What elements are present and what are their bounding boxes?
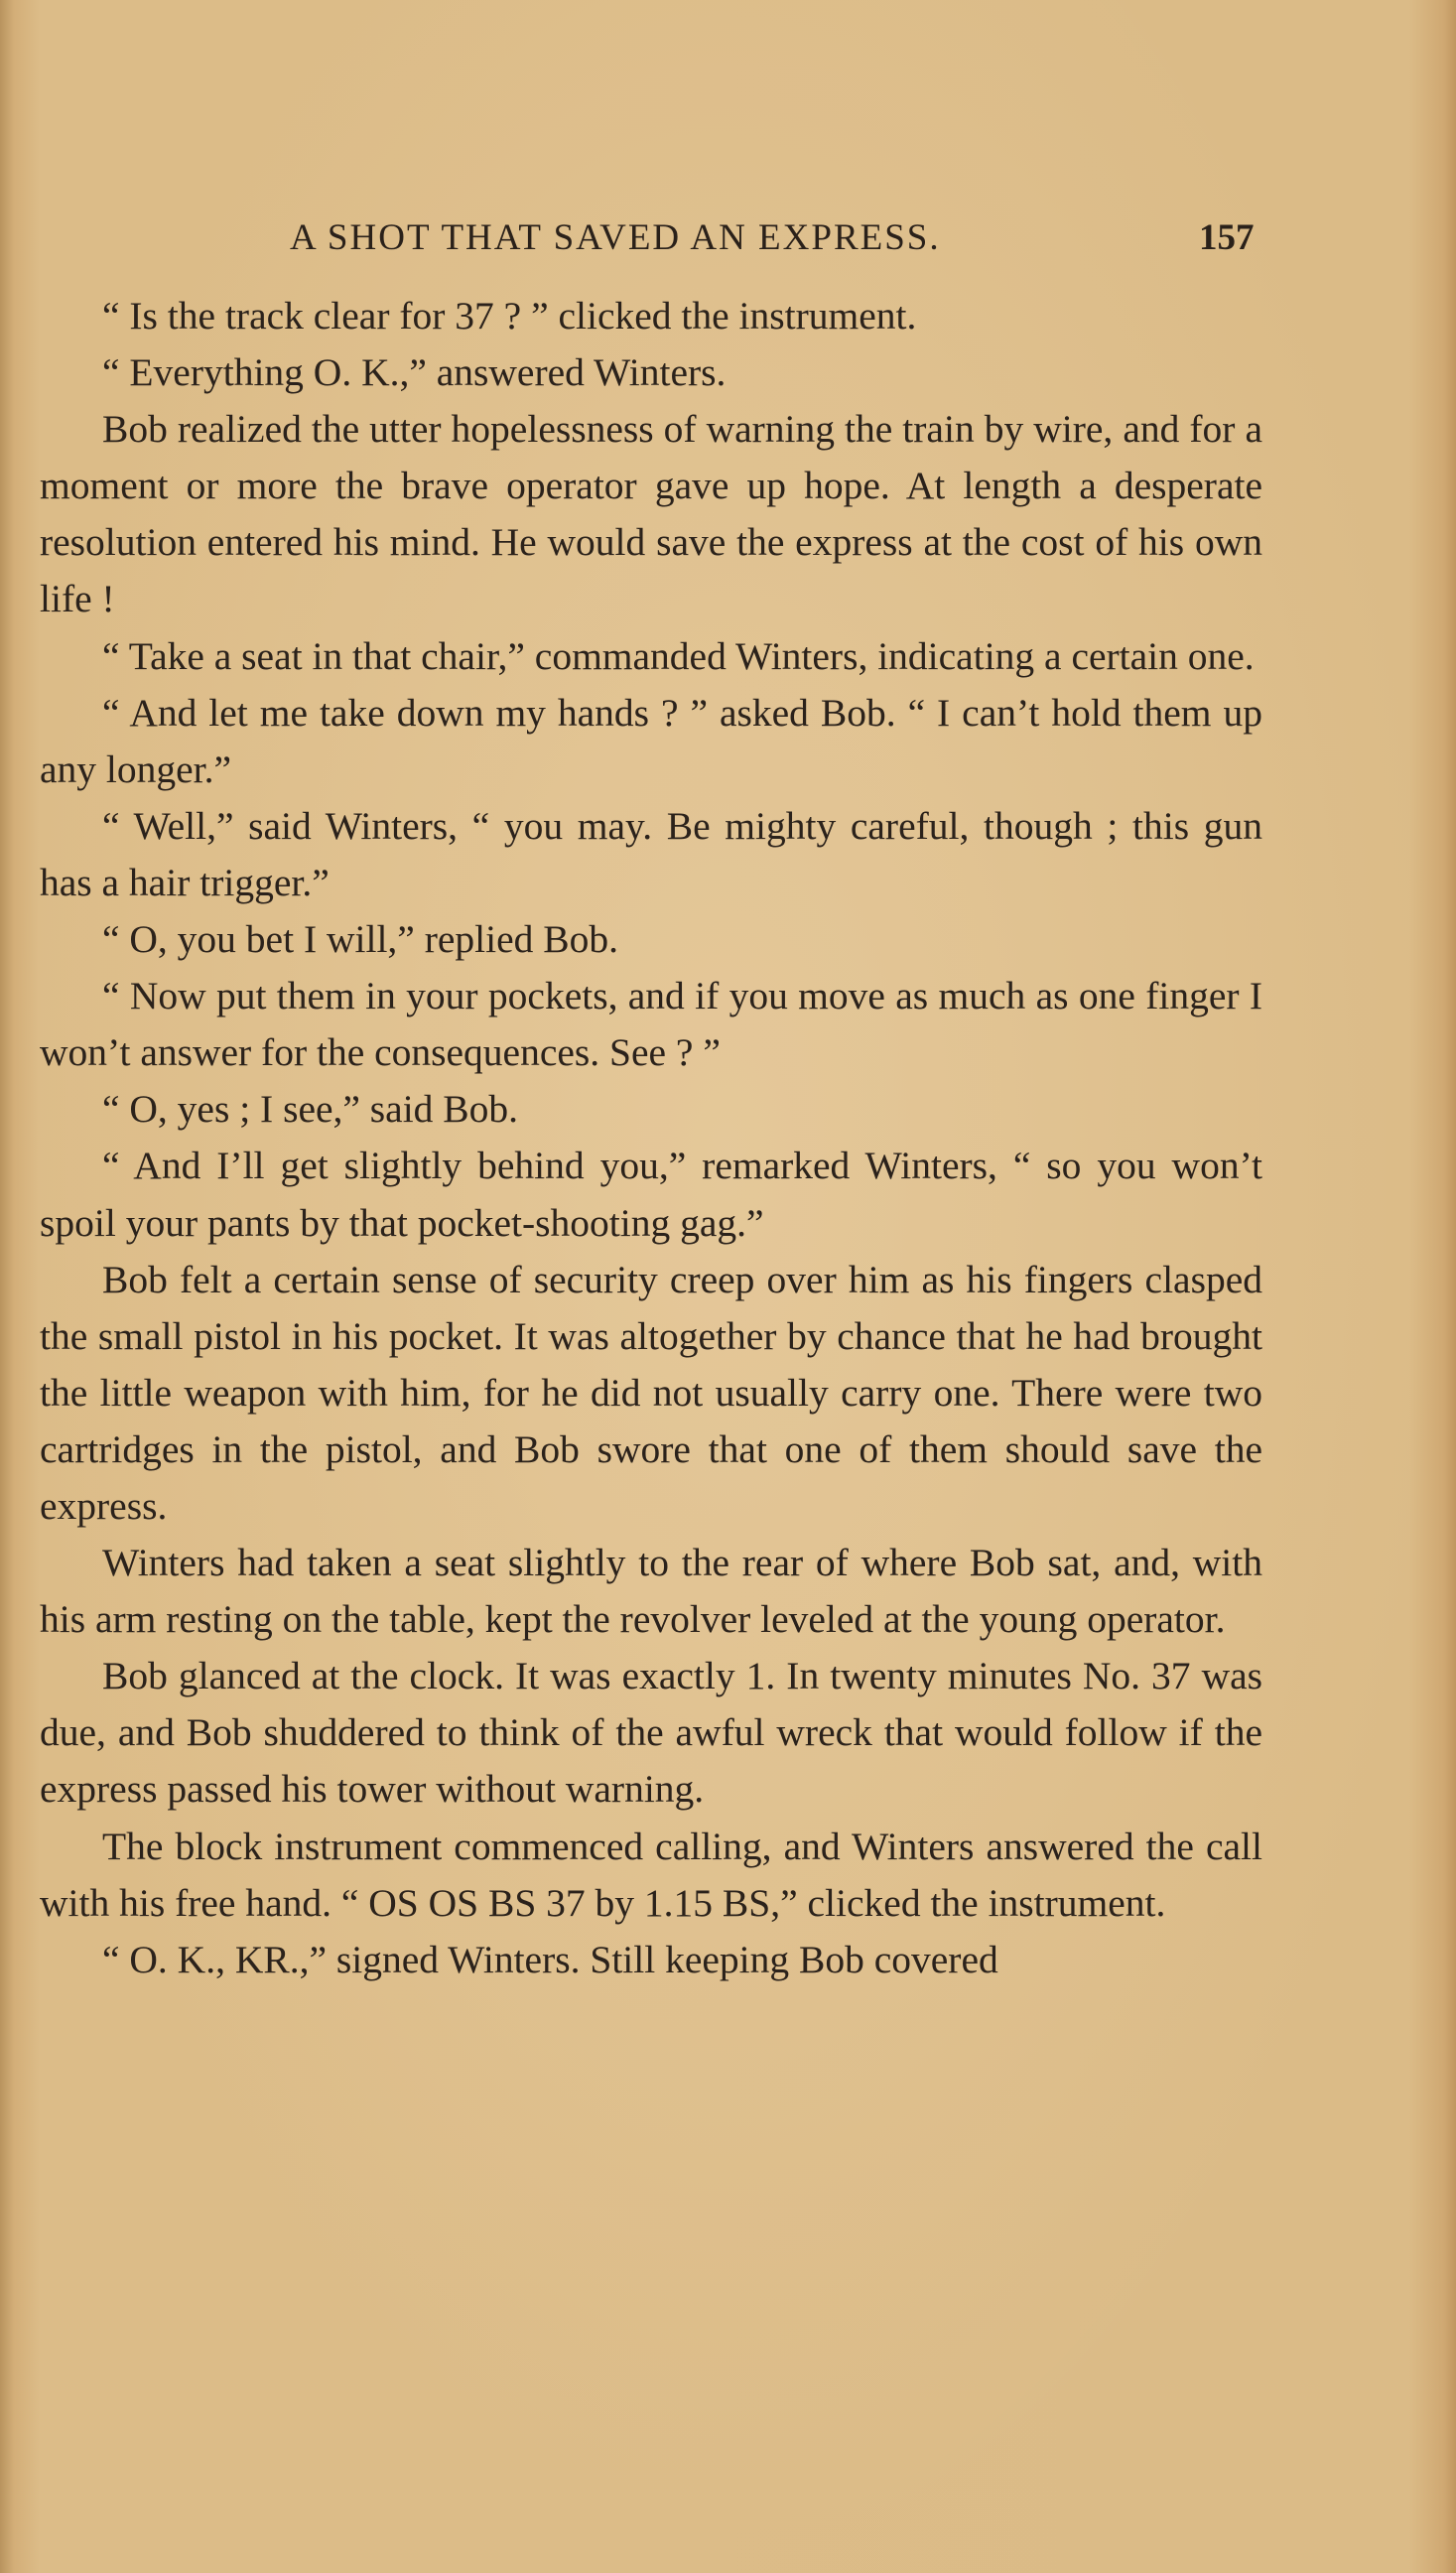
paragraph: “ O, yes ; I see,” said Bob. — [102, 1087, 519, 1132]
paragraph: “ O, you bet I will,” replied Bob. — [102, 917, 618, 962]
paragraph: Bob realized the utter hopelessness of warning the train by wire, and for a moment or more the brave operator gave up hope. At length a desperate resolution entered his mind. He would save the express at the cost of his own life ! — [40, 407, 1262, 621]
paragraph: “ Take a seat in that chair,” commanded Winters, indicating a certain one. — [102, 633, 1255, 678]
paragraph: “ Is the track clear for 37 ? ” clicked the instrument. — [102, 294, 917, 338]
paragraph: “ And let me take down my hands ? ” asked Bob. “ I can’t hold them up any longer.” — [40, 690, 1262, 791]
paragraph: “ Well,” said Winters, “ you may. Be mighty careful, though ; this gun has a hair trigger.” — [40, 803, 1262, 904]
paragraph: Bob felt a certain sense of security creep over him as his fingers clasped the small pistol in his pocket. It was altogether by chance that he had brought the little weapon with him, for he did not usually carry one. There were two cartridges in the pistol, and Bob swore that one of them should save the express. — [40, 1257, 1262, 1528]
body-text — [40, 288, 1262, 1988]
paragraph: The block instrument commenced calling, and Winters answered the call with his free hand. “ OS OS BS 37 by 1.15 BS,” clicked the instrument. — [40, 1824, 1262, 1925]
paragraph: “ O. K., KR.,” signed Winters. Still keeping Bob covered — [102, 1937, 998, 1981]
paragraph: Winters had taken a seat slightly to the rear of where Bob sat, and, with his arm resting on the table, kept the revolver leveled at the young operator. — [40, 1541, 1262, 1642]
paragraph: Bob glanced at the clock. It was exactly 1. In twenty minutes No. 37 was due, and Bob shuddered to think of the awful wreck that would follow if the express passed his tower without warning. — [40, 1654, 1262, 1812]
paragraph: “ Now put them in your pockets, and if you move as much as one finger I won’t answer for the consequences. See ? ” — [40, 974, 1262, 1075]
paragraph: “ And I’ll get slightly behind you,” remarked Winters, “ so you won’t spoil your pants by that pocket-shooting gag.” — [40, 1144, 1262, 1245]
running-title: A SHOT THAT SAVED AN EXPRESS. — [290, 217, 941, 258]
running-head — [40, 216, 1260, 272]
page-number: 157 — [1199, 217, 1255, 258]
paragraph: “ Everything O. K.,” answered Winters. — [102, 350, 727, 395]
